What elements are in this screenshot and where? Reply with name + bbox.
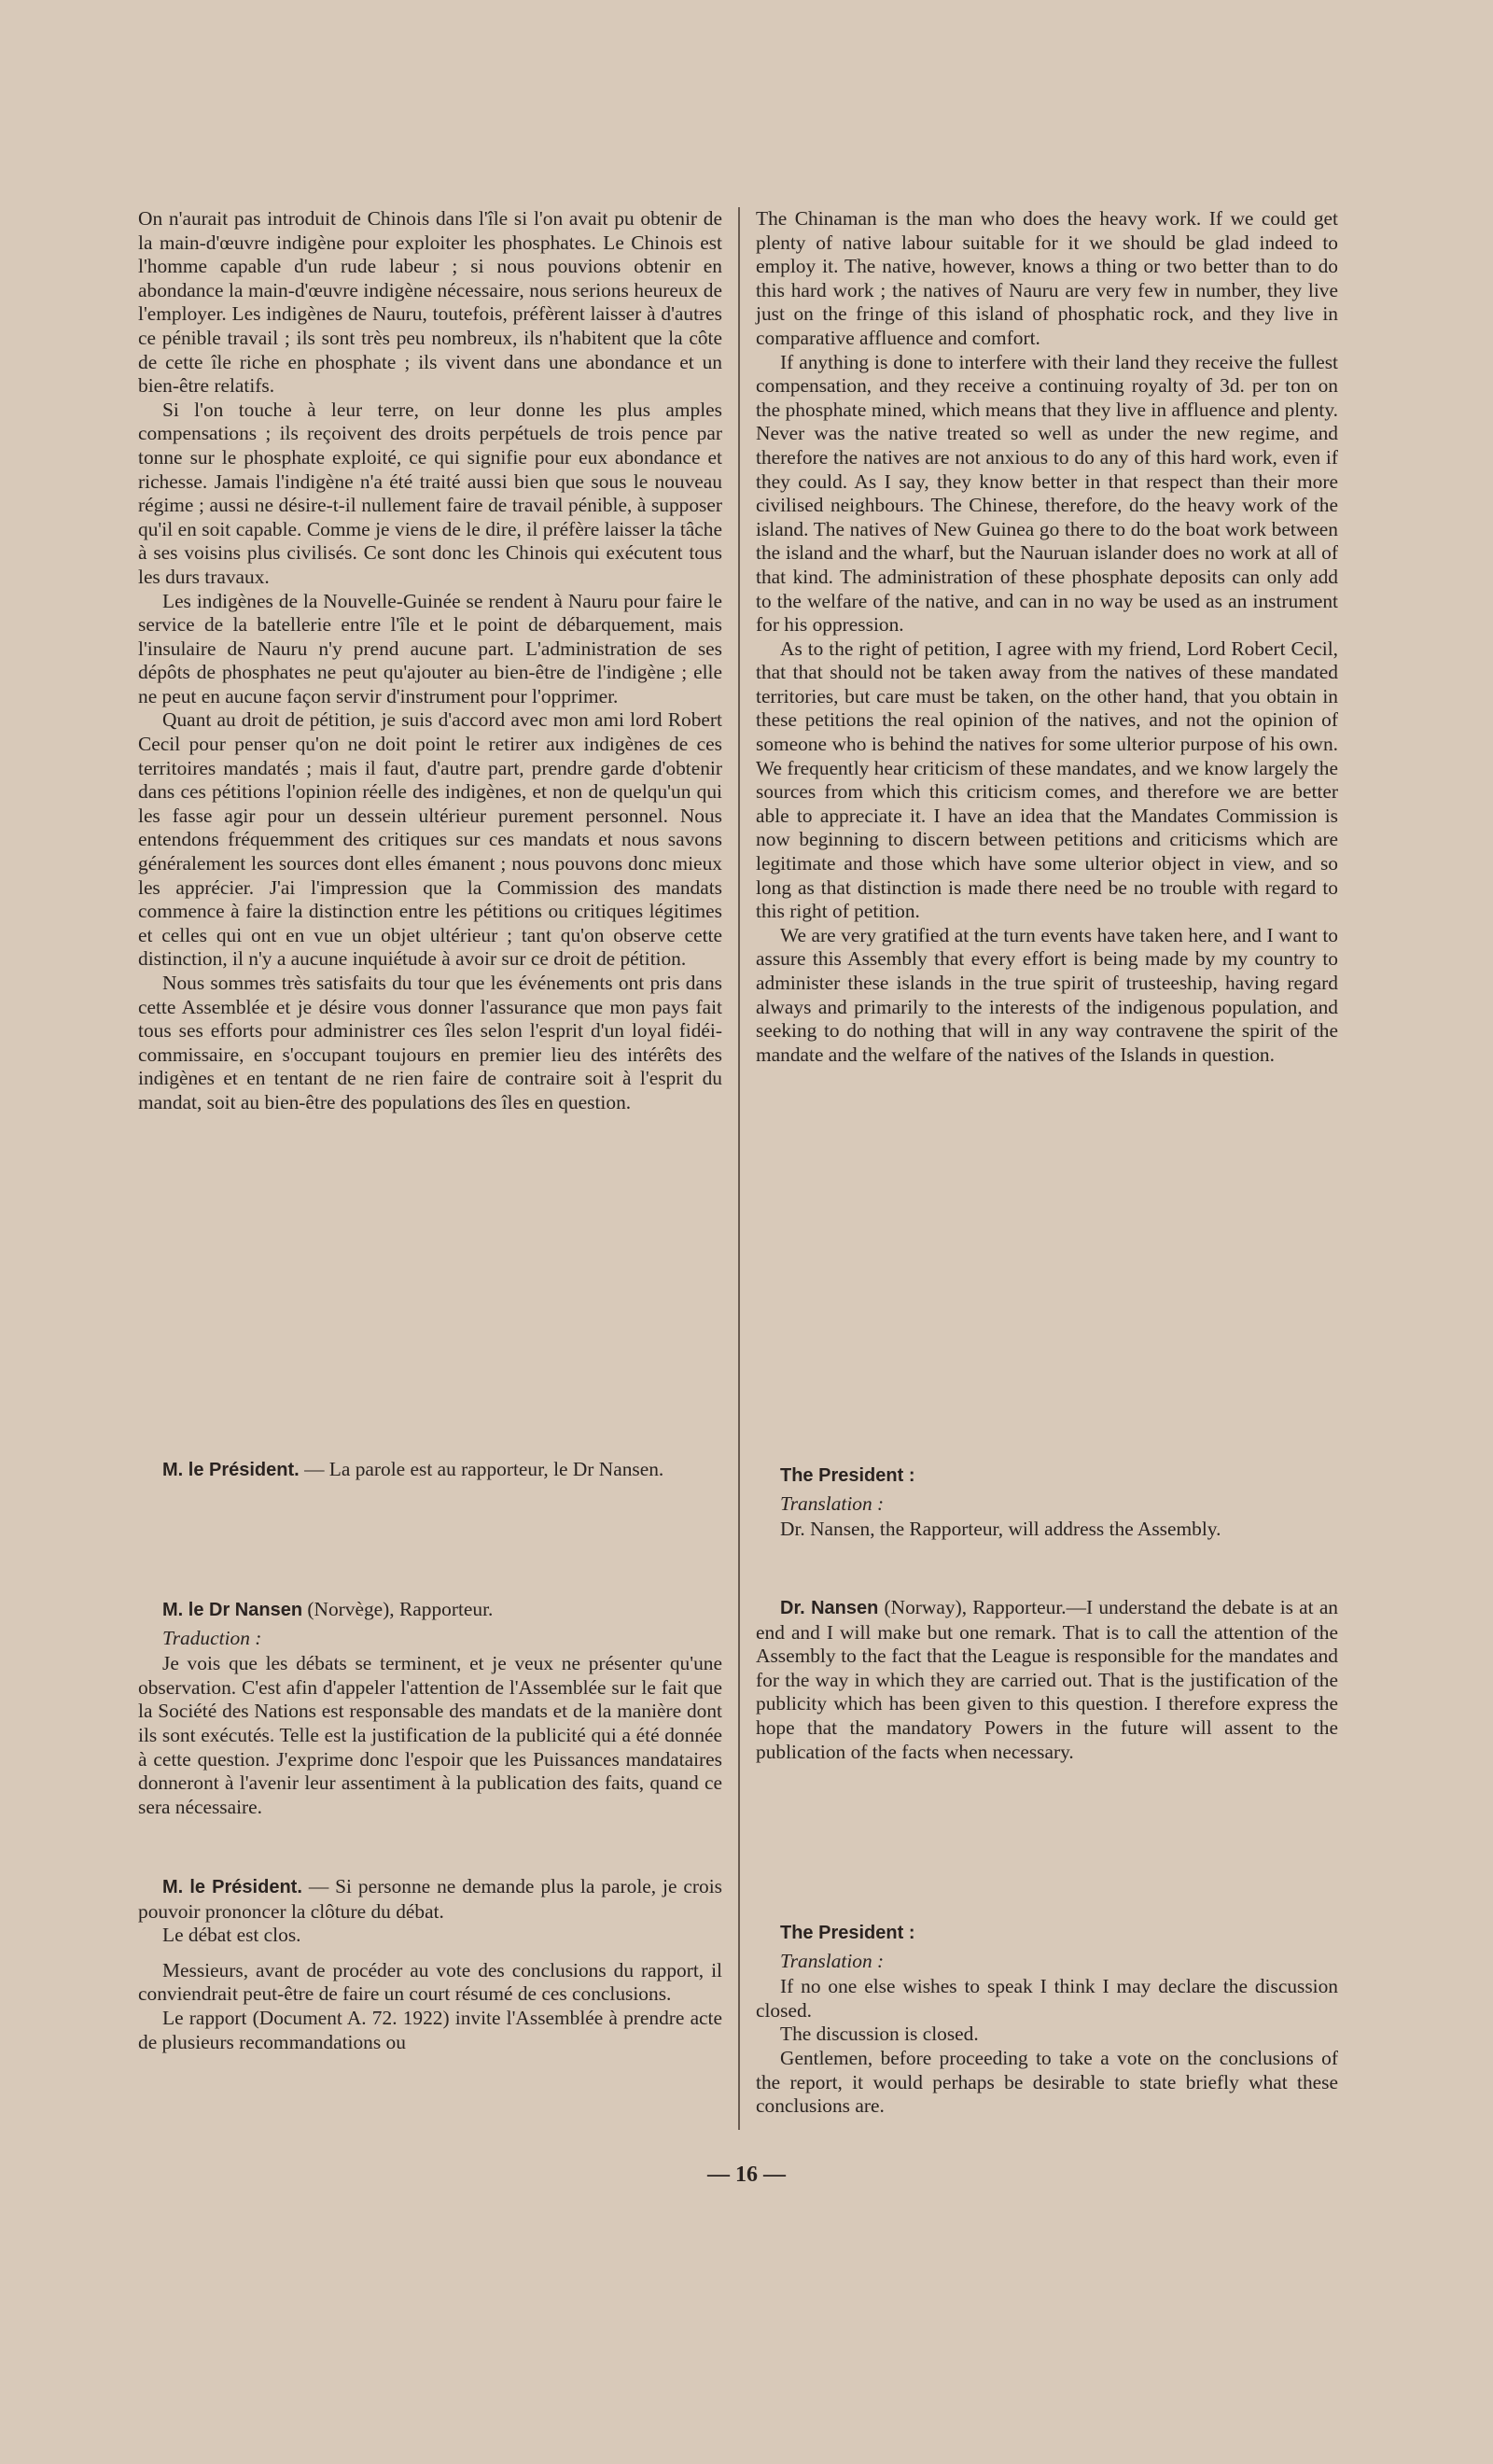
paragraph: As to the right of petition, I agree with my friend, Lord Robert Cecil, that that should not be taken away from the natives of these mandated territories, but care must be taken, on the other hand, that you obtain in these petitions the real opinion of the natives, and not the opinion of someone who is behind the natives for some ulterior purpose of his own. We frequently hear criticism of these mandates, and we know largely the sources from which this criticism comes, and therefore we are better able to appreciate it. I have an idea that the Mandates Commission is now beginning to discern between petitions and criticisms which are legitimate and those which have some ulterior object in view, and so long as that distinction is made there need be no trouble with regard to this right of petition. [756, 637, 1338, 923]
paragraph: Nous sommes très satisfaits du tour que les événements ont pris dans cette Assemblée et je désire vous donner l'assurance que mon pays fait tous ses efforts pour administrer ces îles selon l'esprit d'un loyal fidéi-commissaire, en s'occupant toujours en premier lieu des intérêts des indigènes et en tentant de ne rien faire de contraire soit à l'esprit du mandat, soit au bien-être des populations des îles en question. [138, 972, 722, 1113]
paragraph: We are very gratified at the turn events have taken here, and I want to assure this Assembly that every effort is being made by my country to administer these islands in the true spirit of trusteeship, having regard always and primarily to the interests of the indigenous population, and seeking to do nothing that will in any way contravene the spirit of the mandate and the welfare of the natives of the Islands in question. [756, 923, 1338, 1066]
column-divider [738, 207, 740, 2130]
paragraph: Je vois que les débats se terminent, et je veux ne présenter qu'une observation. C'est afin d'appeler l'attention de l'Assemblée sur le fait que la Société des Nations est responsable des mandats et de la manière dont ils sont exécutés. Telle est la justification de la publicité qui a été donnée à cette question. J'exprime donc l'espoir que les Puissances mandataires donneront à l'avenir leur assentiment à la publication des faits, quand ce sera nécessaire. [138, 1652, 722, 1818]
speaker-text: (Norway), Rapporteur.—I understand the debate is at an end and I will make but one remark. That is to call the attention of the Assembly to the fact that the League is responsible for the mandates and for the way in which they are carried out. That is the justification of the publicity which has been given to this question. I therefore express the hope that the mandatory Powers in the future will assent to the publication of the facts when necessary. [756, 1596, 1339, 1763]
speaker-name: M. le Dr Nansen [162, 1600, 303, 1620]
french-column [138, 207, 722, 2053]
paragraph: If anything is done to interfere with their land they receive the fullest compensation, and they receive a continuing royalty of 3d. per ton on the phosphate mined, which means that they live in affluence and plenty. Never was the native treated so well as under the new regime, and therefore the natives are not anxious to do any of this hard work, even if they could. As I say, they know better in that respect than their more civilised neighbours. The Chinese, therefore, do the heavy work of the island. The natives of New Guinea go there to do the boat work between the island and the wharf, but the Nauruan islander does no work at all of that kind. The administration of these phosphate deposits can only add to the welfare of the native, and can in no way be used as an instrument for his oppression. [756, 350, 1338, 637]
translation-label: Translation : [780, 1491, 885, 1515]
speaker-text: (Norvège), Rapporteur. [302, 1598, 494, 1620]
english-speech [756, 207, 1338, 1067]
nansen-speech-en [756, 1596, 1338, 1764]
speaker-text: — Si personne ne demande plus la parole, je crois pouvoir prononcer la clôture du débat. [138, 1875, 722, 1923]
paragraph: Les indigènes de la Nouvelle-Guinée se rendent à Nauru pour faire le service de la batellerie entre l'île et le point de débarquement, mais l'insulaire de Nauru n'y prend aucune part. L'administration de ses dépôts de phosphates ne peut qu'ajouter au bien-être de l'indigène ; elle ne peut en aucune façon servir d'instrument pour l'opprimer. [138, 589, 722, 707]
paragraph: Si l'on touche à leur terre, on leur donne les plus amples compensations ; ils reçoivent des droits perpétuels de trois pence par tonne sur le phosphate exploité, ce qui signifie pour eux abondance et richesse. Jamais l'indigène n'a été traité aussi bien que sous le nouveau régime ; aussi ne désire-t-il nullement faire de travail pénible, à supposer qu'il en soit capable. Comme je viens de le dire, il préfère laisser la tâche à ses voisins plus civilisés. Ce sont donc les Chinois qui exécutent tous les durs travaux. [138, 398, 722, 588]
translation-label: Translation : [780, 1949, 885, 1972]
president-closing-fr [138, 1875, 722, 2054]
translation-label: Traduction : [162, 1626, 262, 1649]
paragraph: The Chinaman is the man who does the heavy work. If we could get plenty of native labour suitable for it we should be glad indeed to employ it. The native, however, knows a thing or two better than to do this hard work ; the natives of Nauru are very few in number, they live just on the fringe of this island of phosphatic rock, and they live in comparative affluence and comfort. [756, 207, 1338, 349]
paragraph: Gentlemen, before proceeding to take a vote on the conclusions of the report, it would perhaps be desirable to state briefly what these conclusions are. [756, 2046, 1338, 2118]
speaker-name: The President : [780, 1923, 915, 1943]
president-intro-en [756, 1463, 1338, 1542]
paragraph: Messieurs, avant de procéder au vote des conclusions du rapport, il conviendrait peut-être de faire un court résumé de ces conclusions. [138, 1958, 722, 2006]
speaker-name: Dr. Nansen [780, 1598, 879, 1618]
president-closing-en [756, 1921, 1338, 2119]
paragraph: Dr. Nansen, the Rapporteur, will address the Assembly. [780, 1518, 1221, 1541]
paragraph: Le rapport (Document A. 72. 1922) invite l'Assemblée à prendre acte de plusieurs recommandations ou [138, 2006, 722, 2053]
speaker-name: The President : [780, 1465, 915, 1486]
speaker-name: M. le Président. [162, 1877, 302, 1897]
paragraph: Quant au droit de pétition, je suis d'accord avec mon ami lord Robert Cecil pour penser qu'on ne doit point le retirer aux indigènes de ces territoires mandatés ; mais il faut, d'autre part, prendre garde d'obtenir dans ces pétitions l'opinion réelle des indigènes, et non de quelqu'un qui les fasse agir pour un dessein ultérieur purement personnel. Nous entendons fréquemment des critiques sur ces mandats et nous savons généralement les sources dont elles émanent ; nous pouvons donc mieux les apprécier. J'ai l'impression que la Commission des mandats commence à faire la distinction entre les pétitions ou critiques légitimes et celles qui ont en vue un objet ultérieur ; tant qu'on observe cette distinction, il n'y a aucune inquiétude à avoir sur ce droit de pétition. [138, 708, 722, 971]
paragraph: Le débat est clos. [162, 1924, 301, 1947]
french-speech [138, 207, 722, 1115]
nansen-speech-fr [138, 1598, 722, 1819]
page-number: — 16 — [707, 2163, 786, 2187]
english-column [756, 207, 1339, 2118]
speaker-name: M. le Président. [162, 1460, 300, 1480]
paragraph: On n'aurait pas introduit de Chinois dans l'île si l'on avait pu obtenir de la main-d'œuvre indigène pour exploiter les phosphates. Le Chinois est l'homme capable d'un rude labeur ; si nous pouvions obtenir en abondance la main-d'œuvre indigène nécessaire, nous serions heureux de l'employer. Les indigènes de Nauru, toutefois, préfèrent laisser à d'autres ce pénible travail ; ils sont très peu nombreux, ils n'habitent que la côte de cette île riche en phosphate ; ils vivent dans une abondance et un bien-être relatifs. [138, 207, 722, 398]
paragraph: The discussion is closed. [780, 2023, 979, 2046]
president-intro-fr [138, 1458, 722, 1483]
speaker-text: — La parole est au rapporteur, le Dr Nansen. [299, 1458, 664, 1480]
paragraph: If no one else wishes to speak I think I may declare the discussion closed. [756, 1975, 1338, 2022]
